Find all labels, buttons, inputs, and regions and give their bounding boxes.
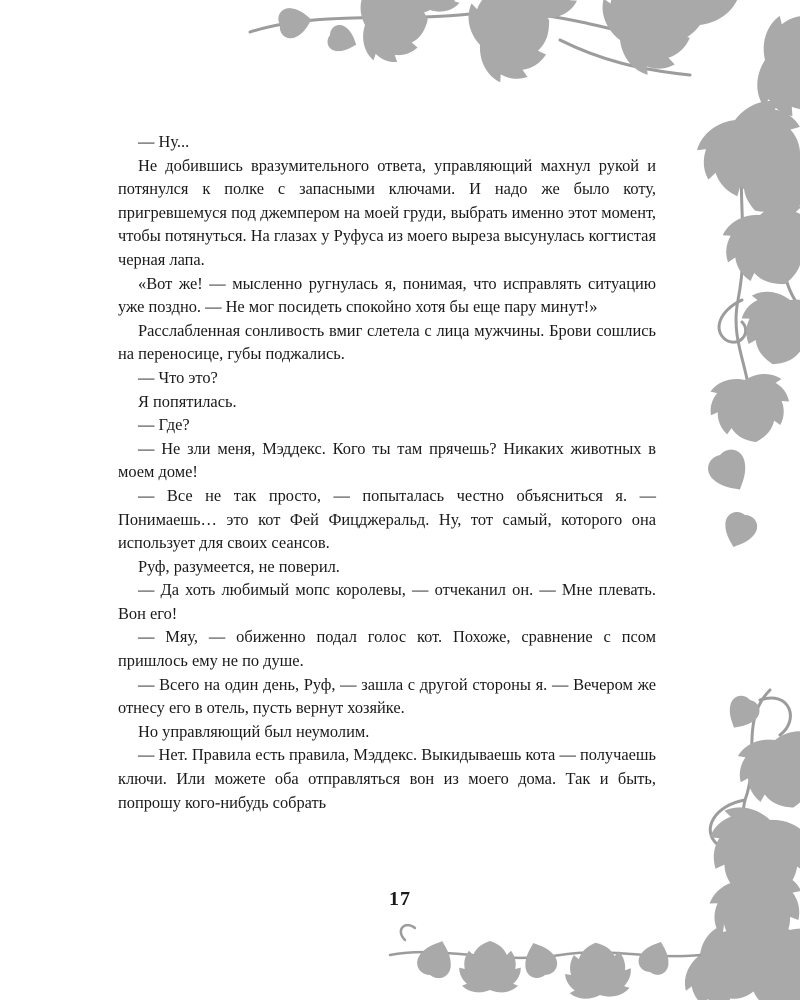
paragraph: — Всего на один день, Руф, — зашла с другой стороны я. — Вечером же отнесу его в отель, пусть вернут хозяйке. — [118, 674, 656, 718]
book-text — [118, 130, 656, 814]
paragraph: Руф, разумеется, не поверил. — [138, 556, 340, 576]
bottom-border-vine — [390, 925, 700, 958]
paragraph: — Где? — [138, 415, 190, 435]
paragraph: — Да хоть любимый мопс королевы, — отчеканил он. — Мне плевать. Вон его! — [118, 580, 656, 623]
paragraph: — Что это? — [138, 367, 218, 387]
paragraph: — Мяу, — обиженно подал голос кот. Похоже, сравнение с псом пришлось ему не по душе. — [118, 627, 656, 671]
bottom-leaves-decoration — [414, 935, 675, 1000]
paragraph: — Не зли меня, Мэддекс. Кого ты там прячешь? Никаких животных в моем доме! — [118, 438, 656, 482]
paragraph: Расслабленная сонливость вмиг слетела с лица мужчины. Брови сошлись на переносице, губы поджались. — [118, 320, 656, 364]
paragraph: — Нет. Правила есть правила, Мэддекс. Выкидываешь кота — получаешь ключи. Или можете оба отправляться вон из моего дома. Так и быть, попрошу кого-нибудь собрать — [118, 745, 656, 812]
paragraph: — Ну... — [138, 132, 190, 151]
paragraph: Но управляющий был неумолим. — [138, 721, 370, 741]
paragraph: Я попятилась. — [138, 391, 237, 411]
bottom-right-leaves-decoration — [676, 692, 800, 1000]
bottom-vine-decoration — [710, 690, 790, 920]
page-number: 17 — [389, 888, 411, 910]
paragraph: Не добившись вразумительного ответа, управляющий махнул рукой и потянулся к полке с запасными ключами. И надо же было коту, пригревшемуся под джемпером на моей груди, выбрать именно этот момент, чтобы потянуться. На глазах у Руфуса из моего выреза высунулась когтистая черная лапа. — [118, 155, 656, 269]
paragraph: «Вот же! — мысленно ругнулась я, понимая, что исправлять ситуацию уже поздно. — Не мог посидеть спокойно хотя бы еще пару минут!» — [118, 273, 656, 317]
paragraph: — Все не так просто, — попыталась честно объясниться я. — Понимаешь… это кот Фей Фицджеральд. Ну, тот самый, которого она использует для своих сеансов. — [118, 485, 656, 553]
